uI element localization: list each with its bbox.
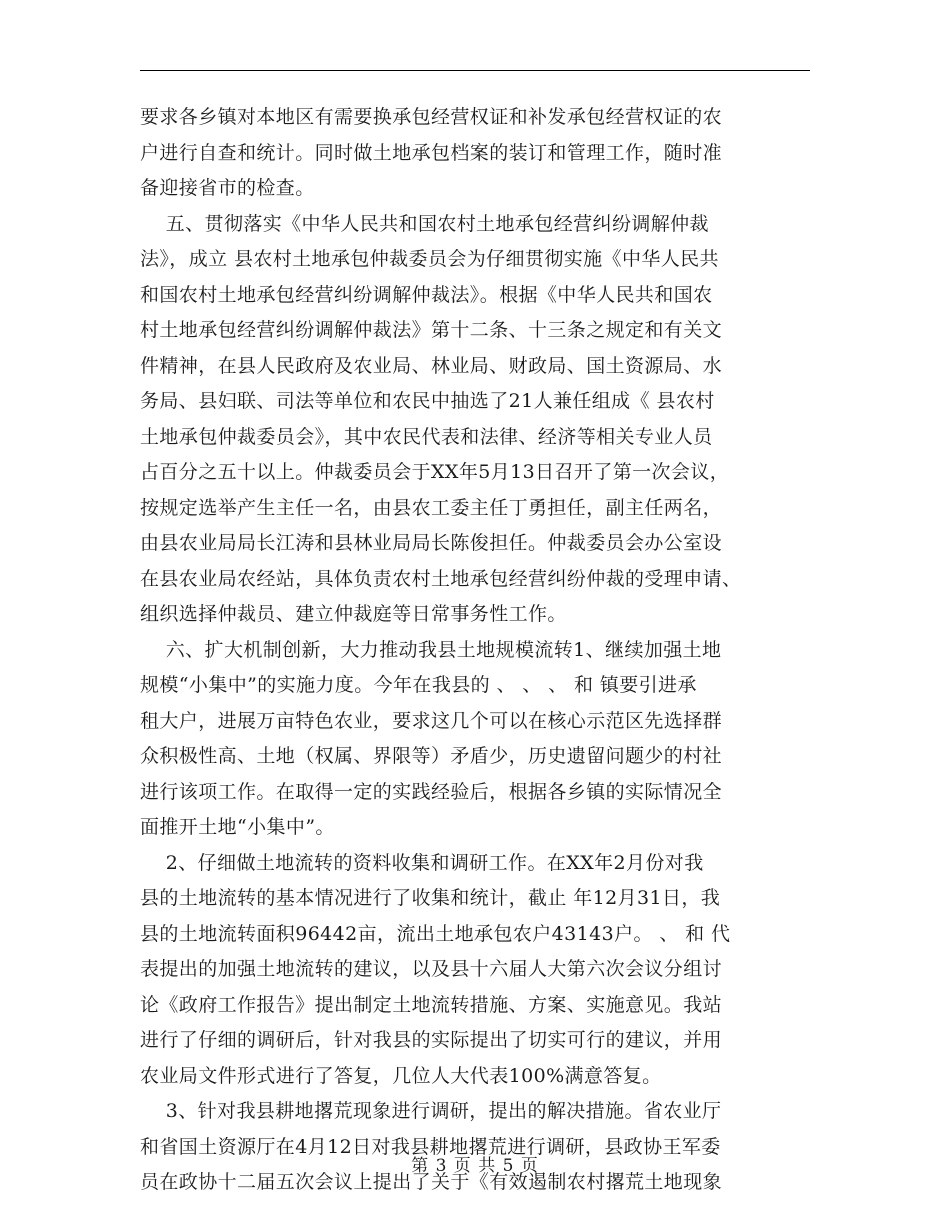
text-line: 六、扩大机制创新，大力推动我县土地规模流转1、继续加强土地 [140, 638, 722, 661]
text-line: 县的土地流转面积96442亩，流出土地承包农户43143户。 、 和 代 [140, 922, 731, 945]
text-line: 进行该项工作。在取得一定的实践经验后，根据各乡镇的实际情况全 [140, 780, 723, 803]
text-line: 规模“小集中”的实施力度。今年在我县的 、 、 、 和 镇要引进承 [140, 674, 697, 696]
text-line: 3、针对我县耕地撂荒现象进行调研，提出的解决措施。省农业厅 [140, 1100, 722, 1122]
text-line: 论《政府工作报告》提出制定土地流转措施、方案、实施意见。我站 [140, 993, 723, 1016]
text-line: 法》，成立 县农村土地承包仲裁委员会为仔细贯彻实施《中华人民共 [140, 248, 719, 270]
text-line: 员在政协十二届五次会议上提出了关于《有效遏制农村撂荒土地现象 [140, 1171, 723, 1193]
header-rule [140, 70, 810, 71]
document-body [140, 100, 810, 1201]
text-line: 众积极性高、土地（权属、界限等）矛盾少，历史遗留问题少的村社 [140, 745, 723, 767]
text-line: 表提出的加强土地流转的建议，以及县十六届人大第六次会议分组讨 [140, 958, 723, 980]
page-number-footer: 第 3 页 共 5 页 [411, 1156, 539, 1176]
text-line: 要求各乡镇对本地区有需要换承包经营权证和补发承包经营权证的农 [140, 106, 723, 128]
text-line: 件精神，在县人民政府及农业局、林业局、财政局、国土资源局、水 [140, 354, 723, 377]
text-line: 占百分之五十以上。仲裁委员会于XX年5月13日召开了第一次会议， [140, 461, 730, 483]
text-line: 村土地承包经营纠纷调解仲裁法》第十二条、十三条之规定和有关文 [140, 319, 723, 341]
text-line: 按规定选举产生主任一名，由县农工委主任丁勇担任，副主任两名， [140, 496, 723, 519]
text-line: 2、仔细做土地流转的资料收集和调研工作。在XX年2月份对我 [140, 851, 704, 874]
text-line: 在县农业局农经站，具体负责农村土地承包经营纠纷仲裁的受理申请、 [140, 567, 742, 590]
text-line: 进行了仔细的调研后，针对我县的实际提出了切实可行的建议，并用 [140, 1029, 723, 1051]
text-line: 面推开土地“小集中”。 [140, 816, 335, 838]
text-line: 组织选择仲裁员、建立仲裁庭等日常事务性工作。 [140, 603, 567, 625]
text-line: 备迎接省市的检查。 [140, 177, 315, 199]
text-line: 土地承包仲裁委员会》，其中农民代表和法律、经济等相关专业人员 [140, 425, 713, 448]
text-line: 务局、县妇联、司法等单位和农民中抽选了21人兼任组成《 县农村 [140, 390, 715, 412]
text-line: 和国农村土地承包经营纠纷调解仲裁法》。根据《中华人民共和国农 [140, 283, 713, 306]
text-line: 户进行自查和统计。同时做土地承包档案的装订和管理工作，随时准 [140, 141, 723, 164]
text-line: 五、贯彻落实《中华人民共和国农村土地承包经营纠纷调解仲裁 [140, 212, 709, 235]
text-line: 县的土地流转的基本情况进行了收集和统计，截止 年12月31日，我 [140, 887, 721, 909]
text-line: 和省国土资源厅在4月12日对我县耕地撂荒进行调研，县政协王军委 [140, 1135, 721, 1158]
text-line: 农业局文件形式进行了答复，几位人大代表100%满意答复。 [140, 1064, 662, 1087]
text-line: 租大户，进展万亩特色农业，要求这几个可以在核心示范区先选择群 [140, 709, 723, 732]
text-line: 由县农业局局长江涛和县林业局局长陈俊担任。仲裁委员会办公室设 [140, 532, 723, 554]
